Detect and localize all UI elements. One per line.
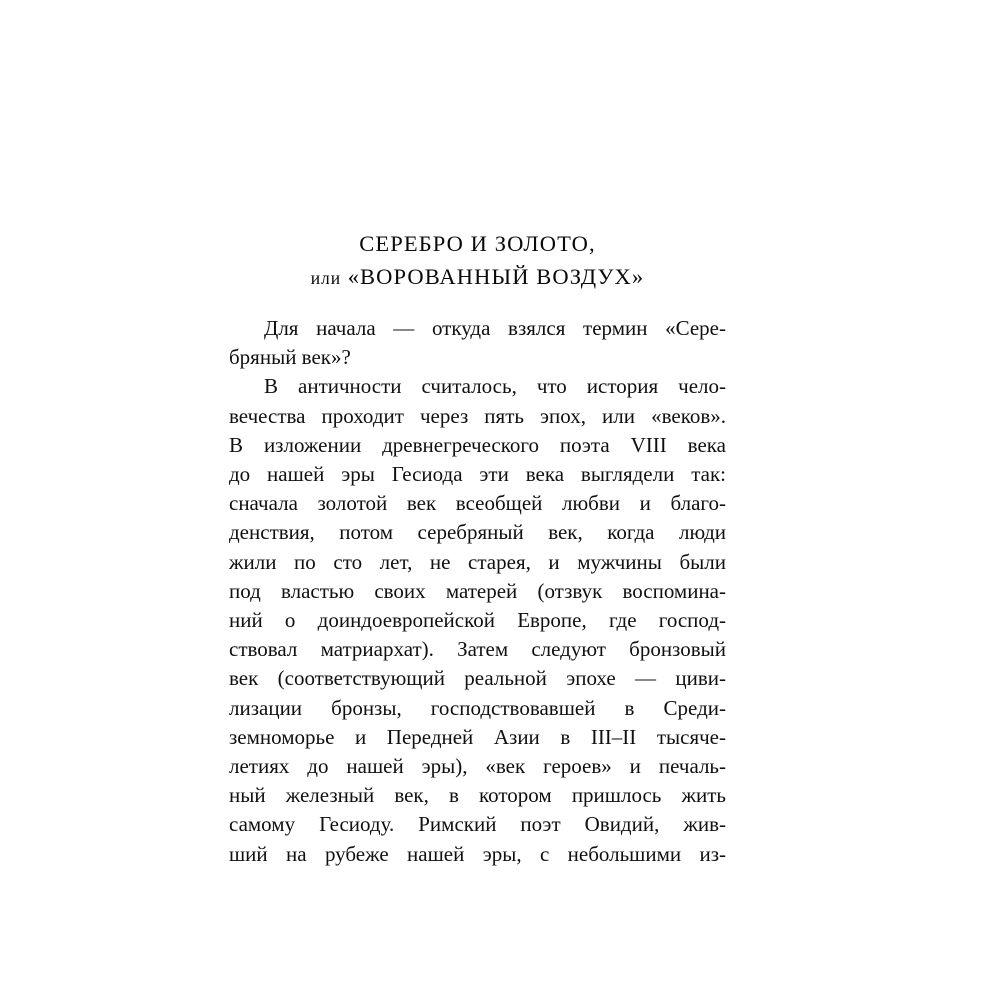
text-line: ствовал матриархат). Затем следуют бронзовый (229, 637, 726, 662)
text-line: вечества проходит через пять эпох, или «веков». (229, 403, 726, 428)
text-line: В изложении древнегреческого поэта VIII века (229, 432, 726, 457)
chapter-title-quoted-phrase: «ВОРОВАННЫЙ ВОЗДУХ» (340, 264, 645, 289)
chapter-title-line-2 (229, 261, 726, 294)
chapter-title (229, 228, 726, 294)
text-line: лизации бронзы, господствовавшей в Среди- (229, 695, 726, 720)
text-line: ный железный век, в котором пришлось жить (229, 783, 726, 808)
text-line: бряный век»? (229, 345, 351, 370)
body-copy (229, 314, 726, 869)
paragraph-1 (229, 314, 726, 372)
text-line: В античности считалось, что история чело- (264, 374, 726, 399)
text-line: летиях до нашей эры), «век героев» и печаль- (229, 754, 726, 779)
text-line: жили по сто лет, не старея, и мужчины были (229, 549, 726, 574)
text-line: Для начала — откуда взялся термин «Сере- (264, 316, 726, 340)
text-line: ший на рубеже нашей эры, с небольшими из- (229, 841, 726, 866)
text-line: земноморье и Передней Азии в III–II тысяче- (229, 724, 726, 749)
text-line: ний о доиндоевропейской Европе, где господ- (229, 608, 726, 633)
text-line: до нашей эры Гесиода эти века выглядели так: (229, 462, 726, 487)
page-text-block (229, 228, 726, 869)
chapter-title-conjunction: или (310, 268, 341, 288)
text-line: самому Гесиоду. Римский поэт Овидий, жив- (229, 812, 726, 837)
text-line: сначала золотой век всеобщей любви и благо- (229, 491, 726, 516)
text-line: денствия, потом серебряный век, когда люди (229, 520, 726, 545)
chapter-title-line-1: СЕРЕБРО И ЗОЛОТО, (359, 231, 596, 256)
paragraph-2 (229, 372, 726, 868)
text-line: век (соответствующий реальной эпохе — циви- (229, 666, 726, 691)
text-line: под властью своих матерей (отзвук воспомина- (229, 578, 726, 603)
